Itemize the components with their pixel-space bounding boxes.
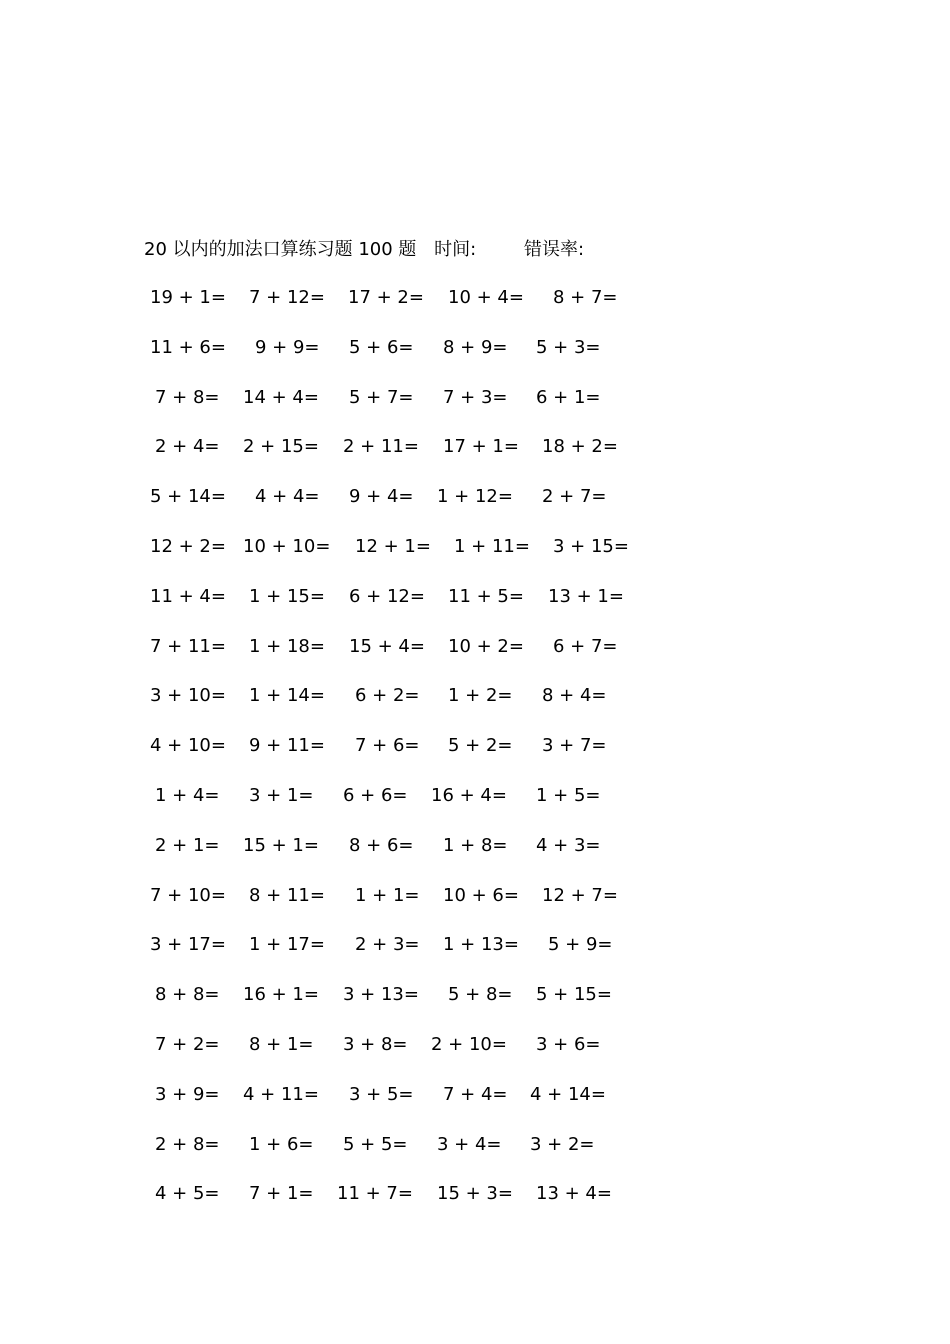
problem-item: 15 + 3=: [437, 1183, 513, 1205]
problem-item: 8 + 9=: [443, 336, 508, 358]
problem-item: 19 + 1=: [150, 287, 226, 308]
problem-item: 1 + 11=: [454, 536, 530, 557]
problem-item: 4 + 14=: [530, 1083, 606, 1105]
problem-item: 16 + 1=: [243, 984, 319, 1006]
problem-item: 6 + 2=: [355, 685, 420, 707]
problem-item: 4 + 5=: [155, 1183, 220, 1205]
problem-item: 7 + 1=: [249, 1183, 314, 1205]
problem-item: 3 + 17=: [150, 934, 226, 956]
problem-item: 4 + 4=: [255, 486, 320, 508]
problem-item: 2 + 4=: [155, 436, 220, 458]
problem-item: 1 + 14=: [249, 685, 325, 707]
problem-item: 9 + 4=: [349, 486, 414, 508]
problem-item: 1 + 18=: [249, 635, 325, 657]
problem-item: 2 + 8=: [155, 1133, 220, 1155]
problem-item: 12 + 7=: [542, 884, 618, 906]
time-label: 时间:: [434, 239, 477, 260]
problem-item: 2 + 3=: [355, 934, 420, 956]
problem-item: 3 + 5=: [349, 1083, 414, 1105]
problem-item: 3 + 13=: [343, 984, 419, 1006]
problem-item: 5 + 8=: [448, 984, 513, 1006]
problem-item: 8 + 1=: [249, 1034, 314, 1055]
problem-item: 3 + 7=: [542, 735, 607, 757]
problem-item: 1 + 12=: [437, 486, 513, 508]
problem-item: 7 + 12=: [249, 287, 325, 308]
problem-item: 3 + 1=: [249, 785, 314, 806]
problem-item: 6 + 6=: [343, 785, 408, 806]
worksheet-title: 20 以内的加法口算练习题 100 题: [144, 239, 417, 260]
problem-item: 8 + 8=: [155, 984, 220, 1006]
problem-item: 18 + 2=: [542, 436, 618, 458]
problem-item: 1 + 5=: [536, 785, 601, 806]
problem-item: 13 + 1=: [548, 585, 624, 607]
problem-item: 2 + 10=: [431, 1034, 507, 1055]
problem-item: 7 + 8=: [155, 386, 220, 408]
problem-item: 17 + 1=: [443, 436, 519, 458]
problem-item: 4 + 11=: [243, 1083, 319, 1105]
problem-item: 2 + 15=: [243, 436, 319, 458]
problem-item: 10 + 4=: [448, 287, 524, 308]
problem-item: 2 + 11=: [343, 436, 419, 458]
problem-item: 15 + 4=: [349, 635, 425, 657]
problem-item: 7 + 11=: [150, 635, 226, 657]
problem-item: 5 + 3=: [536, 336, 601, 358]
problem-item: 5 + 6=: [349, 336, 414, 358]
problem-item: 2 + 7=: [542, 486, 607, 508]
problem-item: 3 + 8=: [343, 1034, 408, 1055]
problem-item: 5 + 15=: [536, 984, 612, 1006]
problem-item: 7 + 4=: [443, 1083, 508, 1105]
problem-item: 9 + 9=: [255, 336, 320, 358]
problem-item: 8 + 11=: [249, 884, 325, 906]
problem-item: 5 + 9=: [548, 934, 613, 956]
problem-item: 7 + 10=: [150, 884, 226, 906]
problem-item: 10 + 6=: [443, 884, 519, 906]
problem-item: 1 + 8=: [443, 834, 508, 856]
problem-item: 3 + 6=: [536, 1034, 601, 1055]
problem-item: 9 + 11=: [249, 735, 325, 757]
problem-item: 5 + 14=: [150, 486, 226, 508]
problem-item: 13 + 4=: [536, 1183, 612, 1205]
problem-item: 3 + 10=: [150, 685, 226, 707]
problem-item: 11 + 5=: [448, 585, 524, 607]
problem-item: 1 + 1=: [355, 884, 420, 906]
problem-item: 10 + 2=: [448, 635, 524, 657]
problem-item: 14 + 4=: [243, 386, 319, 408]
problem-item: 1 + 15=: [249, 585, 325, 607]
problem-item: 2 + 1=: [155, 834, 220, 856]
problem-item: 8 + 4=: [542, 685, 607, 707]
problem-item: 5 + 7=: [349, 386, 414, 408]
problem-item: 3 + 4=: [437, 1133, 502, 1155]
problem-item: 11 + 4=: [150, 585, 226, 607]
problem-item: 10 + 10=: [243, 536, 331, 557]
problem-item: 1 + 6=: [249, 1133, 314, 1155]
problem-item: 1 + 4=: [155, 785, 220, 806]
problem-item: 8 + 7=: [553, 287, 618, 308]
problem-item: 11 + 7=: [337, 1183, 413, 1205]
problem-item: 6 + 7=: [553, 635, 618, 657]
problem-item: 12 + 1=: [355, 536, 431, 557]
error-rate-label: 错误率:: [523, 239, 585, 260]
problem-item: 4 + 3=: [536, 834, 601, 856]
problem-item: 15 + 1=: [243, 834, 319, 856]
problem-item: 1 + 17=: [249, 934, 325, 956]
problem-item: 7 + 2=: [155, 1034, 220, 1055]
problem-item: 1 + 13=: [443, 934, 519, 956]
problem-item: 3 + 9=: [155, 1083, 220, 1105]
problem-item: 16 + 4=: [431, 785, 507, 806]
problem-item: 1 + 2=: [448, 685, 513, 707]
problem-item: 6 + 1=: [536, 386, 601, 408]
problem-item: 7 + 3=: [443, 386, 508, 408]
problem-item: 11 + 6=: [150, 336, 226, 358]
problem-item: 6 + 12=: [349, 585, 425, 607]
problem-item: 5 + 2=: [448, 735, 513, 757]
problem-item: 12 + 2=: [150, 536, 226, 557]
problem-item: 3 + 2=: [530, 1133, 595, 1155]
problem-item: 17 + 2=: [348, 287, 424, 308]
problem-item: 4 + 10=: [150, 735, 226, 757]
problem-item: 5 + 5=: [343, 1133, 408, 1155]
problem-item: 7 + 6=: [355, 735, 420, 757]
problem-item: 3 + 15=: [553, 536, 629, 557]
problem-item: 8 + 6=: [349, 834, 414, 856]
